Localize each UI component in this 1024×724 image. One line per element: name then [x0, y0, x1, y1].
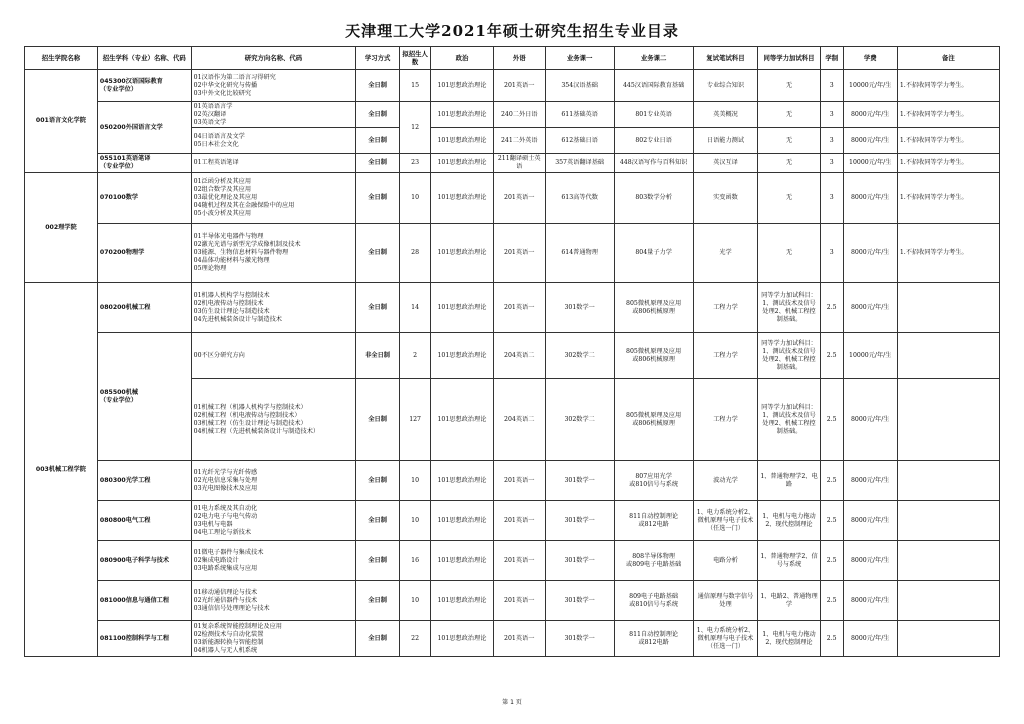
research-directions-cell: 01光纤光学与光纤传感 02光电信息采集与处理 03光电图像技术及应用: [191, 461, 356, 501]
subject2-cell: 801专业英语: [614, 102, 693, 128]
remark-cell: [897, 581, 999, 621]
subject2-cell: 811自动控制理论 或812电路: [614, 621, 693, 657]
foreign-language-cell: 201英语一: [493, 541, 545, 581]
header-cell: 备注: [897, 47, 999, 70]
equivalent-extra-cell: 无: [758, 70, 820, 102]
study-mode-cell: 全日制: [356, 154, 400, 173]
politics-cell: 101思想政治理论: [431, 541, 493, 581]
header-cell: 学费: [843, 47, 897, 70]
equivalent-extra-cell: 无: [758, 102, 820, 128]
study-mode-cell: 全日制: [356, 461, 400, 501]
study-mode-cell: 全日制: [356, 379, 400, 461]
enrollment-cell: 127: [399, 379, 430, 461]
retest-exam-cell: 专业综合知识: [693, 70, 758, 102]
research-directions-cell: 01复杂系统智能控制理论及应用 02检测技术与自动化装置 03新能源转换与智能控制 04机器人与无人机系统: [191, 621, 356, 657]
politics-cell: 101思想政治理论: [431, 102, 493, 128]
study-mode-cell: 全日制: [356, 102, 400, 128]
foreign-language-cell: 211翻译硕士英语: [493, 154, 545, 173]
research-directions-cell: 01泛函分析及其应用 02组合数学及其应用 03最优化理论及其应用 04随机过程及其在金融保险中的应用 05小波分析及其应用: [191, 173, 356, 224]
equivalent-extra-cell: 1、电机与电力拖动2、现代控制理论: [758, 621, 820, 657]
subject2-cell: 807应用光学 或810信号与系统: [614, 461, 693, 501]
major-cell: 080200机械工程: [97, 283, 191, 333]
equivalent-extra-cell: 1、普通物理学2、电路: [758, 461, 820, 501]
retest-exam-cell: 工程力学: [693, 333, 758, 379]
enrollment-cell: 16: [399, 541, 430, 581]
remark-cell: [897, 333, 999, 379]
header-cell: 同等学力加试科目: [758, 47, 820, 70]
politics-cell: 101思想政治理论: [431, 128, 493, 154]
politics-cell: 101思想政治理论: [431, 621, 493, 657]
tuition-cell: 10000元/年/生: [843, 70, 897, 102]
duration-cell: 2.5: [820, 581, 843, 621]
retest-exam-cell: 通信原理与数字信号处理: [693, 581, 758, 621]
header-cell: 学习方式: [356, 47, 400, 70]
duration-cell: 3: [820, 102, 843, 128]
foreign-language-cell: 240二外日语: [493, 102, 545, 128]
retest-exam-cell: 工程力学: [693, 379, 758, 461]
major-cell: 070100数学: [97, 173, 191, 224]
subject1-cell: 301数学一: [545, 283, 614, 333]
duration-cell: 3: [820, 154, 843, 173]
research-directions-cell: 01机械工程（机器人机构学与控制技术） 02机械工程（机电液传动与控制技术） 03机械工程（仿生设计理论与制造技术） 04机械工程（先进机械装备设计与制造技术）: [191, 379, 356, 461]
header-cell: 研究方向名称、代码: [191, 47, 356, 70]
table-row: [25, 461, 1000, 501]
foreign-language-cell: 201英语一: [493, 224, 545, 283]
subject2-cell: 808半导体物理 或809电子电路基础: [614, 541, 693, 581]
subject1-cell: 614普通物理: [545, 224, 614, 283]
research-directions-cell: 04日语语言及文学 05日本社会文化: [191, 128, 356, 154]
table-row: [25, 102, 1000, 128]
retest-exam-cell: 英美概况: [693, 102, 758, 128]
enrollment-cell: 12: [399, 102, 430, 154]
tuition-cell: 10000元/年/生: [843, 154, 897, 173]
research-directions-cell: 00不区分研究方向: [191, 333, 356, 379]
equivalent-extra-cell: 1、电机与电力拖动2、现代控制理论: [758, 501, 820, 541]
tuition-cell: 8000元/年/生: [843, 581, 897, 621]
major-cell: 085500机械 （专业学位）: [97, 333, 191, 461]
major-cell: 081100控制科学与工程: [97, 621, 191, 657]
tuition-cell: 8000元/年/生: [843, 541, 897, 581]
equivalent-extra-cell: 同等学力加试科目：1、测试技术及信号处理2、机械工程控制基础。: [758, 283, 820, 333]
tuition-cell: 8000元/年/生: [843, 379, 897, 461]
duration-cell: 3: [820, 173, 843, 224]
foreign-language-cell: 204英语二: [493, 379, 545, 461]
major-cell: 045300汉语国际教育 （专业学位）: [97, 70, 191, 102]
retest-exam-cell: 1、电力系统分析2、微机原理与电子技术（任选一门）: [693, 501, 758, 541]
header-cell: 拟招生人数: [399, 47, 430, 70]
major-cell: 080900电子科学与技术: [97, 541, 191, 581]
tuition-cell: 8000元/年/生: [843, 102, 897, 128]
subject1-cell: 301数学一: [545, 541, 614, 581]
subject1-cell: 611基础英语: [545, 102, 614, 128]
table-row: [25, 581, 1000, 621]
header-cell: 学制: [820, 47, 843, 70]
enrollment-cell: 28: [399, 224, 430, 283]
subject2-cell: 805微机原理及应用 或806机械原理: [614, 379, 693, 461]
foreign-language-cell: 204英语二: [493, 333, 545, 379]
table-row: [25, 173, 1000, 224]
subject1-cell: 357英语翻译基础: [545, 154, 614, 173]
foreign-language-cell: 201英语一: [493, 173, 545, 224]
study-mode-cell: 全日制: [356, 70, 400, 102]
tuition-cell: 8000元/年/生: [843, 128, 897, 154]
retest-exam-cell: 工程力学: [693, 283, 758, 333]
table-row: [25, 501, 1000, 541]
research-directions-cell: 01英语语言学 02英汉翻译 03英语文学: [191, 102, 356, 128]
enrollment-cell: 10: [399, 173, 430, 224]
subject1-cell: 301数学一: [545, 461, 614, 501]
research-directions-cell: 01机器人机构学与控制技术 02机电液传动与控制技术 03仿生设计理论与制造技术 04先进机械装备设计与制造技术: [191, 283, 356, 333]
study-mode-cell: 全日制: [356, 173, 400, 224]
equivalent-extra-cell: 无: [758, 173, 820, 224]
politics-cell: 101思想政治理论: [431, 501, 493, 541]
politics-cell: 101思想政治理论: [431, 283, 493, 333]
tuition-cell: 8000元/年/生: [843, 173, 897, 224]
table-row: [25, 70, 1000, 102]
subject1-cell: 613高等代数: [545, 173, 614, 224]
retest-exam-cell: 英汉互译: [693, 154, 758, 173]
subject1-cell: 612基础日语: [545, 128, 614, 154]
retest-exam-cell: 电路分析: [693, 541, 758, 581]
research-directions-cell: 01电力系统及其自动化 02电力电子与电气传动 03电机与电器 04电工理论与新技术: [191, 501, 356, 541]
retest-exam-cell: 光学: [693, 224, 758, 283]
subject2-cell: 803数学分析: [614, 173, 693, 224]
major-cell: 081000信息与通信工程: [97, 581, 191, 621]
table-row: [25, 541, 1000, 581]
catalog-table: [24, 46, 1000, 657]
subject1-cell: 301数学一: [545, 581, 614, 621]
remark-cell: 1.不招收同等学力考生。: [897, 70, 999, 102]
research-directions-cell: 01工程英语笔译: [191, 154, 356, 173]
header-cell: 复试笔试科目: [693, 47, 758, 70]
research-directions-cell: 01汉语作为第二语言习得研究 02中华文化研究与传播 03中外文化比较研究: [191, 70, 356, 102]
header-cell: 业务课一: [545, 47, 614, 70]
duration-cell: 2.5: [820, 379, 843, 461]
enrollment-cell: 22: [399, 621, 430, 657]
remark-cell: 1.不招收同等学力考生。: [897, 173, 999, 224]
tuition-cell: 8000元/年/生: [843, 621, 897, 657]
equivalent-extra-cell: 同等学力加试科目：1、测试技术及信号处理2、机械工程控制基础。: [758, 333, 820, 379]
subject2-cell: 448汉语写作与百科知识: [614, 154, 693, 173]
politics-cell: 101思想政治理论: [431, 379, 493, 461]
study-mode-cell: 全日制: [356, 283, 400, 333]
duration-cell: 2.5: [820, 501, 843, 541]
remark-cell: 1.不招收同等学力考生。: [897, 154, 999, 173]
tuition-cell: 8000元/年/生: [843, 501, 897, 541]
research-directions-cell: 01半导体光电器件与物理 02激光光谱与新型光学成像机制及技术 03能源、生物信息材料与器件物理 04晶体功能材料与激光物理 05理论物理: [191, 224, 356, 283]
subject2-cell: 811自动控制理论 或812电路: [614, 501, 693, 541]
duration-cell: 3: [820, 224, 843, 283]
equivalent-extra-cell: 1、普通物理学2、信号与系统: [758, 541, 820, 581]
foreign-language-cell: 201英语一: [493, 283, 545, 333]
header-cell: 招生学院名称: [25, 47, 98, 70]
tuition-cell: 8000元/年/生: [843, 461, 897, 501]
college-cell: 003机械工程学院: [25, 283, 98, 657]
equivalent-extra-cell: 同等学力加试科目：1、测试技术及信号处理2、机械工程控制基础。: [758, 379, 820, 461]
remark-cell: [897, 621, 999, 657]
subject1-cell: 354汉语基础: [545, 70, 614, 102]
remark-cell: [897, 283, 999, 333]
enrollment-cell: 10: [399, 581, 430, 621]
politics-cell: 101思想政治理论: [431, 333, 493, 379]
subject2-cell: 805微机原理及应用 或806机械原理: [614, 333, 693, 379]
equivalent-extra-cell: 无: [758, 224, 820, 283]
foreign-language-cell: 201英语一: [493, 461, 545, 501]
subject2-cell: 804量子力学: [614, 224, 693, 283]
duration-cell: 2.5: [820, 333, 843, 379]
duration-cell: 2.5: [820, 541, 843, 581]
politics-cell: 101思想政治理论: [431, 173, 493, 224]
enrollment-cell: 14: [399, 283, 430, 333]
header-cell: 政治: [431, 47, 493, 70]
study-mode-cell: 全日制: [356, 621, 400, 657]
remark-cell: 1.不招收同等学力考生。: [897, 128, 999, 154]
enrollment-cell: 2: [399, 333, 430, 379]
retest-exam-cell: 波动光学: [693, 461, 758, 501]
subject1-cell: 302数学二: [545, 379, 614, 461]
subject1-cell: 302数学二: [545, 333, 614, 379]
enrollment-cell: 23: [399, 154, 430, 173]
major-cell: 070200物理学: [97, 224, 191, 283]
politics-cell: 101思想政治理论: [431, 224, 493, 283]
equivalent-extra-cell: 无: [758, 128, 820, 154]
foreign-language-cell: 201英语一: [493, 501, 545, 541]
retest-exam-cell: 1、电力系统分析2、微机原理与电子技术（任选一门）: [693, 621, 758, 657]
duration-cell: 2.5: [820, 621, 843, 657]
college-cell: 001语言文化学院: [25, 70, 98, 173]
remark-cell: 1.不招收同等学力考生。: [897, 102, 999, 128]
enrollment-cell: 10: [399, 461, 430, 501]
college-cell: 002理学院: [25, 173, 98, 283]
tuition-cell: 8000元/年/生: [843, 224, 897, 283]
subject2-cell: 445汉语国际教育基础: [614, 70, 693, 102]
remark-cell: [897, 379, 999, 461]
equivalent-extra-cell: 1、电路2、普通物理学: [758, 581, 820, 621]
subject1-cell: 301数学一: [545, 501, 614, 541]
page-footer: 第 1 页: [502, 699, 522, 706]
header-row: [25, 47, 1000, 70]
header-cell: 业务课二: [614, 47, 693, 70]
enrollment-cell: 10: [399, 501, 430, 541]
page-title: 天津理工大学2021年硕士研究生招生专业目录: [345, 22, 679, 40]
table-row: [25, 621, 1000, 657]
retest-exam-cell: 日语能力测试: [693, 128, 758, 154]
study-mode-cell: 全日制: [356, 541, 400, 581]
politics-cell: 101思想政治理论: [431, 154, 493, 173]
equivalent-extra-cell: 无: [758, 154, 820, 173]
duration-cell: 2.5: [820, 283, 843, 333]
remark-cell: [897, 461, 999, 501]
study-mode-cell: 全日制: [356, 581, 400, 621]
tuition-cell: 10000元/年/生: [843, 333, 897, 379]
subject2-cell: 809电子电路基础 或810信号与系统: [614, 581, 693, 621]
subject2-cell: 802专业日语: [614, 128, 693, 154]
research-directions-cell: 01移动通信理论与技术 02光纤通信器件与技术 03通信信号处理理论与技术: [191, 581, 356, 621]
politics-cell: 101思想政治理论: [431, 70, 493, 102]
subject1-cell: 301数学一: [545, 621, 614, 657]
foreign-language-cell: 201英语一: [493, 70, 545, 102]
major-cell: 055101英语笔译 （专业学位）: [97, 154, 191, 173]
remark-cell: [897, 501, 999, 541]
major-cell: 080300光学工程: [97, 461, 191, 501]
table-row: [25, 283, 1000, 333]
study-mode-cell: 全日制: [356, 501, 400, 541]
header-cell: 招生学科（专业）名称、代码: [97, 47, 191, 70]
catalog-body: [25, 70, 1000, 657]
politics-cell: 101思想政治理论: [431, 461, 493, 501]
duration-cell: 3: [820, 128, 843, 154]
study-mode-cell: 非全日制: [356, 333, 400, 379]
politics-cell: 101思想政治理论: [431, 581, 493, 621]
retest-exam-cell: 实变函数: [693, 173, 758, 224]
header-cell: 外语: [493, 47, 545, 70]
table-row: [25, 333, 1000, 379]
tuition-cell: 8000元/年/生: [843, 283, 897, 333]
remark-cell: 1.不招收同等学力考生。: [897, 224, 999, 283]
foreign-language-cell: 241二外英语: [493, 128, 545, 154]
duration-cell: 3: [820, 70, 843, 102]
research-directions-cell: 01微电子器件与集成技术 02集成电路设计 03电路系统集成与应用: [191, 541, 356, 581]
table-row: [25, 224, 1000, 283]
table-row: [25, 154, 1000, 173]
duration-cell: 2.5: [820, 461, 843, 501]
study-mode-cell: 全日制: [356, 128, 400, 154]
enrollment-cell: 15: [399, 70, 430, 102]
foreign-language-cell: 201英语一: [493, 581, 545, 621]
study-mode-cell: 全日制: [356, 224, 400, 283]
major-cell: 080800电气工程: [97, 501, 191, 541]
foreign-language-cell: 201英语一: [493, 621, 545, 657]
subject2-cell: 805微机原理及应用 或806机械原理: [614, 283, 693, 333]
remark-cell: [897, 541, 999, 581]
major-cell: 050200外国语言文学: [97, 102, 191, 154]
